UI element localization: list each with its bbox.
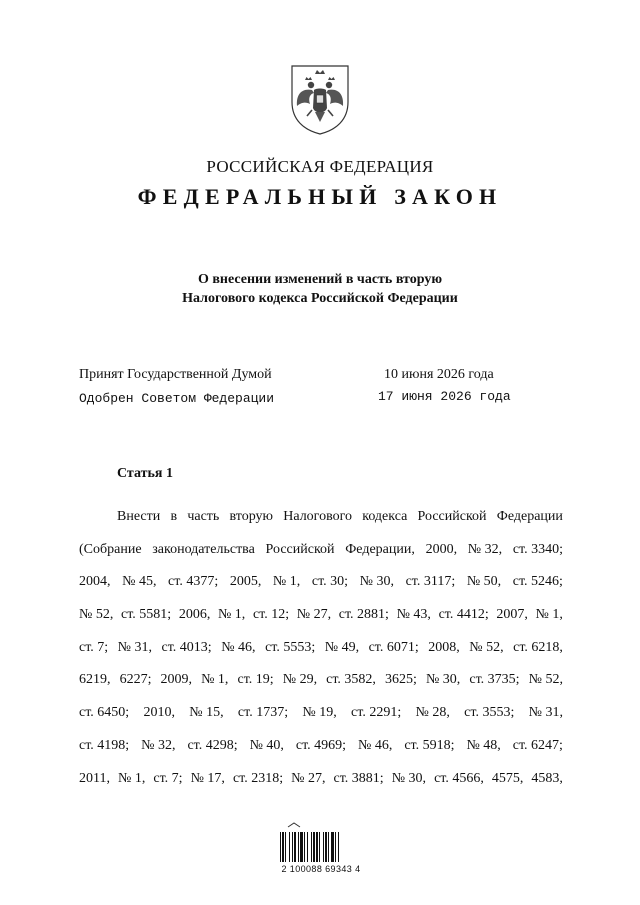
article-word: ст. 3735; xyxy=(469,672,520,688)
barcode-bar xyxy=(292,832,293,862)
barcode-bar xyxy=(300,832,303,862)
article-word: Налогового xyxy=(283,509,352,524)
article-word: 2006, xyxy=(178,607,211,623)
article-word: № 40, xyxy=(249,737,284,753)
article-word: ст. 5246; xyxy=(512,574,563,590)
article-word: 6227; xyxy=(119,672,152,688)
law-title xyxy=(0,270,640,308)
article-word: Российской xyxy=(417,509,487,524)
article-word: часть xyxy=(187,509,220,524)
barcode-bar xyxy=(331,832,334,862)
barcode-bar xyxy=(289,832,290,862)
article-word: № 29, xyxy=(282,672,318,688)
council-approval-label: Одобрен Советом Федерации xyxy=(79,391,275,406)
article-word: Федерации xyxy=(496,509,563,524)
article-word: ст. 4013; xyxy=(161,639,212,655)
article-word: ст. 3553; xyxy=(464,705,515,721)
barcode-bar xyxy=(323,832,324,862)
article-word: 2005, xyxy=(229,574,262,590)
article-word: ст. 5918; xyxy=(404,737,455,753)
article-word: № 19, xyxy=(302,705,337,721)
article-word: ст. 4377; xyxy=(168,574,219,590)
barcode-bar xyxy=(304,832,305,862)
barcode-bar xyxy=(280,832,281,862)
barcode-bar xyxy=(298,832,299,862)
article-word: вторую xyxy=(229,509,274,524)
article-word: ст. 4566, xyxy=(434,770,484,786)
law-title-line-2: Налогового кодекса Российской Федерации xyxy=(182,291,458,306)
article-word: ст. 3117; xyxy=(405,574,456,590)
article-word: ст. 1737; xyxy=(237,705,289,721)
article-word: № 43, xyxy=(396,607,431,623)
article-word: ст. 2291; xyxy=(351,705,402,721)
article-word: ст. 6450; xyxy=(79,705,130,721)
article-word: № 15, xyxy=(189,705,224,721)
article-word: ст. 4298; xyxy=(187,737,238,753)
article-word: 4583, xyxy=(531,770,563,786)
article-word: № 31, xyxy=(117,639,153,655)
article-word: 2000, xyxy=(425,541,458,557)
article-word: № 45, xyxy=(122,574,157,590)
barcode-bar xyxy=(311,832,312,862)
article-word: ст. 6218, xyxy=(513,639,563,655)
article-word: № 31, xyxy=(528,705,563,721)
barcode-bar xyxy=(316,832,318,862)
article-word: № 30, xyxy=(391,770,427,786)
article-word: № 32, xyxy=(141,737,176,753)
article-word: № 52, xyxy=(79,607,114,623)
article-word: № 32, xyxy=(467,541,503,557)
barcode-bar xyxy=(328,832,329,862)
article-word: Внести xyxy=(117,509,161,524)
article-word: № 1, xyxy=(272,574,301,590)
article-word: кодекса xyxy=(362,509,408,524)
duma-adoption-date: 10 июня 2026 года xyxy=(384,367,494,382)
article-word: ст. 3340; xyxy=(512,541,563,557)
article-word: № 17, xyxy=(190,770,225,786)
article-word: в xyxy=(170,509,178,524)
barcode-number: 2 100088 69343 4 xyxy=(281,864,361,874)
barcode-mark xyxy=(288,823,300,827)
barcode-bar xyxy=(313,832,315,862)
duma-adoption-label: Принят Государственной Думой xyxy=(79,367,272,382)
article-heading: Статья 1 xyxy=(117,466,173,481)
coat-of-arms-icon xyxy=(288,62,352,136)
article-line xyxy=(79,501,563,534)
article-line xyxy=(79,534,563,567)
article-line xyxy=(79,763,563,796)
article-word: № 48, xyxy=(466,737,501,753)
barcode-bar xyxy=(319,832,320,862)
article-word: 3625; xyxy=(385,672,417,688)
article-word: ст. 6071; xyxy=(368,639,419,655)
barcode-bar xyxy=(282,832,284,862)
article-word: 2010, xyxy=(143,705,175,721)
article-word: ст. 7; xyxy=(153,770,183,786)
article-word: 6219, xyxy=(79,672,111,688)
barcode-bar xyxy=(335,832,336,862)
council-approval-date: 17 июня 2026 года xyxy=(378,389,511,404)
article-word: № 50, xyxy=(466,574,502,590)
article-word: 2007, xyxy=(496,607,528,623)
article-word: 2011, xyxy=(79,770,110,786)
barcode-bar xyxy=(307,832,308,862)
article-word: № 27, xyxy=(291,770,326,786)
country-name: РОССИЙСКАЯ ФЕДЕРАЦИЯ xyxy=(206,157,434,176)
article-word: № 46, xyxy=(221,639,256,655)
article-word: ст. 2318; xyxy=(232,770,284,786)
barcode-bar xyxy=(294,832,296,862)
article-word: № 30, xyxy=(359,574,394,590)
article-word: законодательства xyxy=(152,541,255,557)
article-word: ст. 3881; xyxy=(333,770,384,786)
article-word: ст. 5553; xyxy=(265,639,316,655)
article-word: ст. 4969; xyxy=(295,737,347,753)
article-line xyxy=(79,599,563,632)
article-word: Федерации, xyxy=(345,541,415,557)
article-word: ст. 3582, xyxy=(326,672,376,688)
article-word: № 27, xyxy=(296,607,332,623)
article-word: ст. 5581; xyxy=(121,607,172,623)
article-word: № 1, xyxy=(118,770,146,786)
law-title-line-1: О внесении изменений в часть вторую xyxy=(197,272,443,287)
article-word: № 1, xyxy=(201,672,229,688)
article-word: 2008, xyxy=(428,639,460,655)
barcode-bar xyxy=(325,832,327,862)
article-text xyxy=(79,501,563,795)
article-word: № 46, xyxy=(358,737,393,753)
article-word: 2009, xyxy=(160,672,193,688)
article-word: (Собрание xyxy=(79,541,142,557)
article-word: № 52, xyxy=(528,672,563,688)
article-word: ст. 2881; xyxy=(338,607,389,623)
article-word: 2004, xyxy=(79,574,111,590)
article-word: № 52, xyxy=(469,639,504,655)
article-word: ст. 6247; xyxy=(512,737,563,753)
article-word: ст. 4412; xyxy=(438,607,489,623)
article-word: № 30, xyxy=(425,672,461,688)
article-word: № 28, xyxy=(415,705,450,721)
article-word: № 1, xyxy=(217,607,246,623)
barcode-bar xyxy=(338,832,339,862)
article-word: 4575, xyxy=(491,770,524,786)
article-line xyxy=(79,697,563,730)
article-word: ст. 19; xyxy=(237,672,274,688)
article-line xyxy=(79,566,563,599)
article-word: ст. 30; xyxy=(311,574,349,590)
article-word: ст. 12; xyxy=(252,607,290,623)
article-line xyxy=(79,632,563,665)
article-word: ст. 7; xyxy=(79,639,109,655)
document-type: ФЕДЕРАЛЬНЫЙ ЗАКОН xyxy=(137,184,503,209)
barcode-bar xyxy=(285,832,286,862)
article-line xyxy=(79,730,563,763)
article-word: ст. 4198; xyxy=(79,737,130,753)
article-line xyxy=(79,664,563,697)
article-word: № 1, xyxy=(535,607,563,623)
article-word: Российской xyxy=(265,541,335,557)
article-word: № 49, xyxy=(324,639,360,655)
